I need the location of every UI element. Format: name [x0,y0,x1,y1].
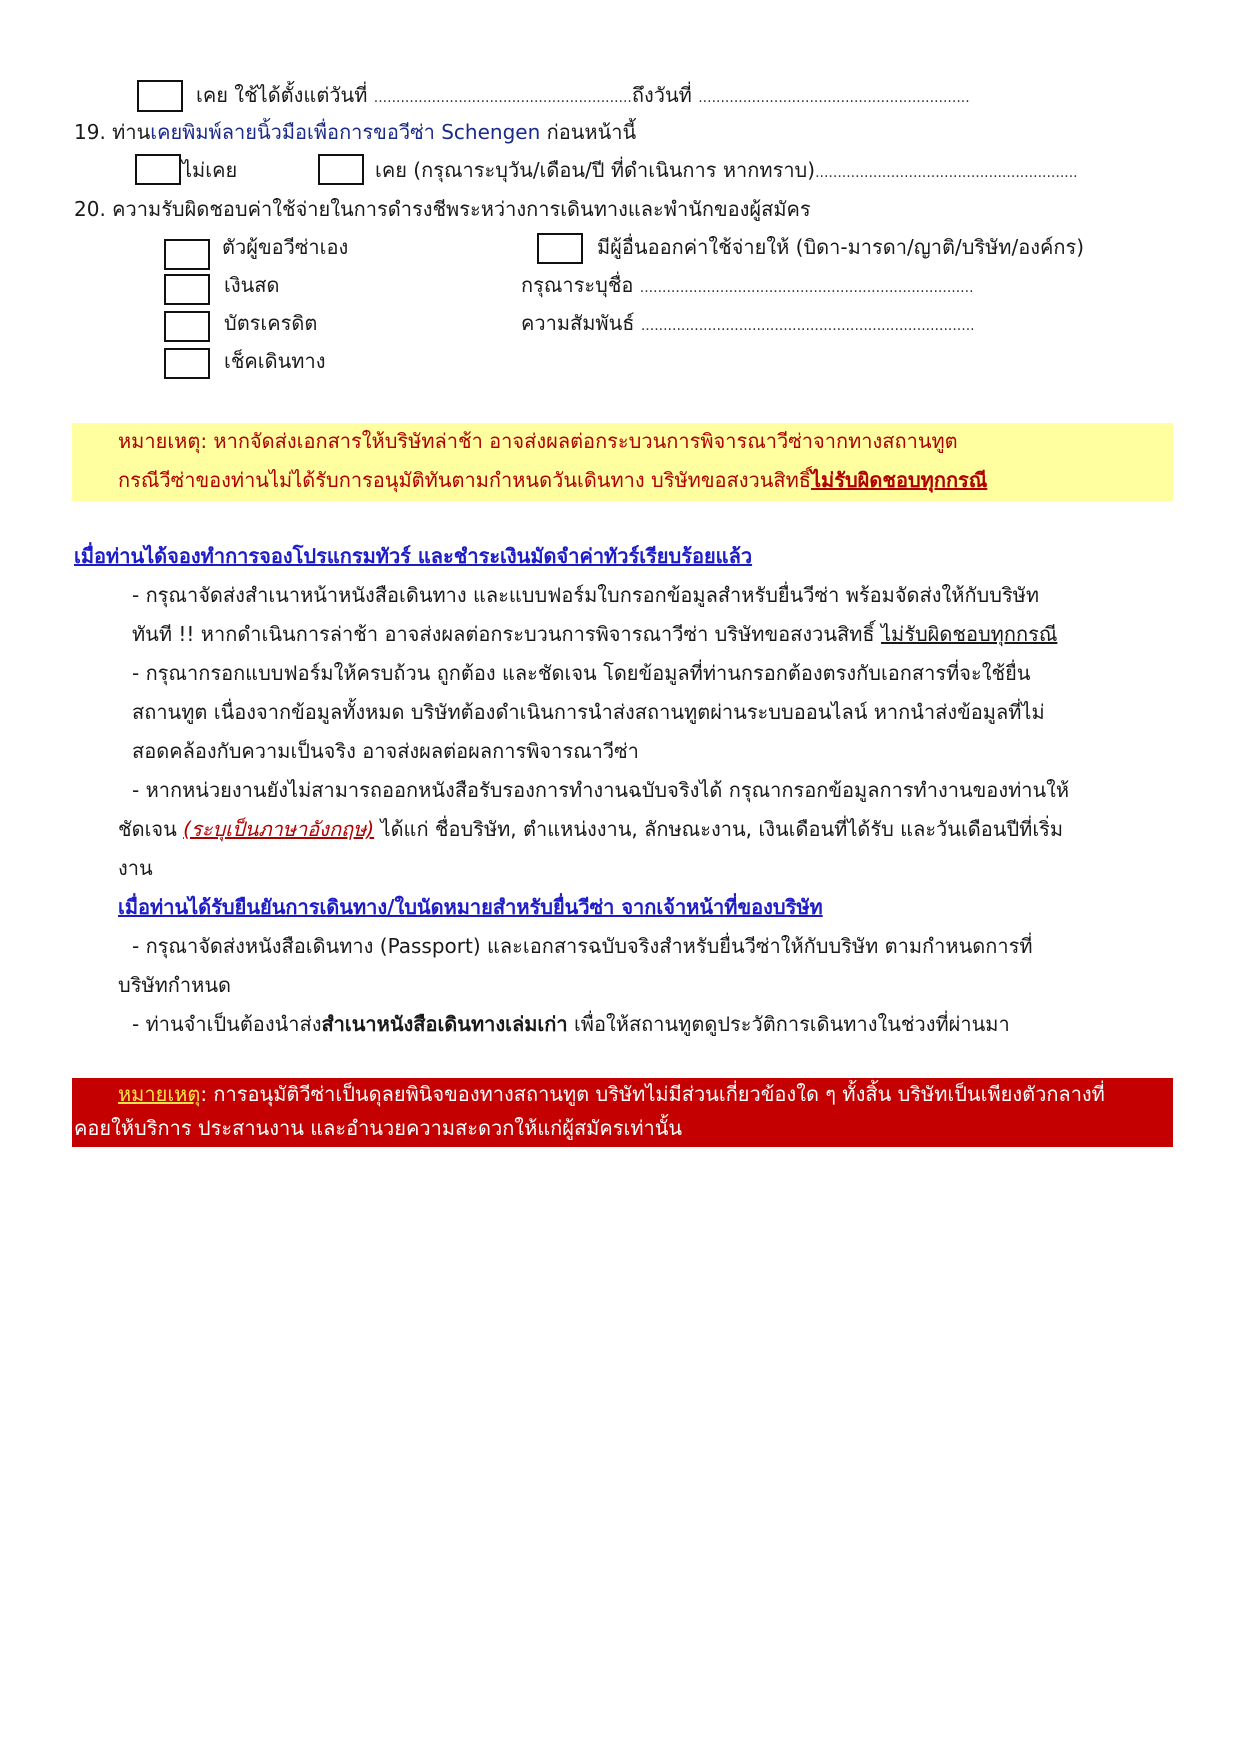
section2-b2 [132,1005,1010,1044]
section1-b3-l2 [118,810,1063,849]
note2-label: หมายเหตุ [118,1082,201,1106]
checkbox-self-pay[interactable] [164,239,210,270]
q20-name-label: กรุณาระบุชื่อ [521,273,634,297]
q20-question: 20. ความรับผิดชอบค่าใช้จ่ายในการดำรงชีพระหว่างการเดินทางและพำนักของผู้สมัคร [74,197,811,221]
section1-b1-l2-underline: ไม่รับผิดชอบทุกกรณี [881,622,1058,646]
q18-from-date-field[interactable]: .......................................................... [373,90,632,106]
checkbox-cash[interactable] [164,274,210,305]
q18-to-label: ถึงวันที่ [631,83,692,107]
q20-relation-label: ความสัมพันธ์ [521,311,635,335]
checkbox-other-pay[interactable] [537,233,583,264]
section1-b2-l1: - กรุณากรอกแบบฟอร์มให้ครบถ้วน ถูกต้อง และชัดเจน โดยข้อมูลที่ท่านกรอกต้องตรงกับเอกสารที่จะใช้ยื่น [132,661,1031,685]
checkbox-travel-cheque[interactable] [164,348,210,379]
q19-question [74,113,636,152]
q20-relation-row [521,304,975,346]
section2-b2-b: เพื่อให้สถานทูตดูประวัติการเดินทางในช่วงที่ผ่านมา [567,1012,1010,1036]
q19-never-label: ไม่เคย [182,158,238,182]
note2-line2: คอยให้บริการ ประสานงาน และอำนวยความสะดวกให้แก่ผู้สมัครเท่านั้น [74,1116,683,1140]
q20-credit-label: บัตรเครดิต [224,311,318,335]
section1-b3-l2-a: ชัดเจน [118,817,184,841]
q19-ever-row [375,151,1078,193]
q18-used-label: เคย ใช้ได้ตั้งแต่วันที่ [196,83,368,107]
note1-line2 [118,461,987,500]
q20-other-label: มีผู้อื่นออกค่าใช้จ่ายให้ (บิดา-มารดา/ญาติ/บริษัท/องค์กร) [597,235,1085,259]
q18-to-date-field[interactable]: ............................................................. [698,90,970,106]
section1-b3-l2-red: (ระบุเป็นภาษาอังกฤษ) [183,817,375,841]
q20-relation-field[interactable]: ........................................................................... [640,318,975,334]
q20-name-field[interactable]: ........................................................................... [639,280,974,296]
checkbox-fingerprint-ever[interactable] [318,154,364,185]
section1-b3-l2-b: ได้แก่ ชื่อบริษัท, ตำแหน่งงาน, ลักษณะงาน, เงินเดือนที่ได้รับ และวันเดือนปีที่เริ่ม [374,817,1064,841]
q20-self-label: ตัวผู้ขอวีซ่าเอง [222,235,349,259]
section2-b2-bold: สำเนาหนังสือเดินทางเล่มเก่า [321,1012,568,1036]
section2-b2-a: - ท่านจำเป็นต้องนำส่ง [132,1012,322,1036]
q20-name-row [521,266,974,308]
checkbox-credit-card[interactable] [164,311,210,342]
q19-ever-label: เคย (กรุณาระบุวัน/เดือน/ปี ที่ดำเนินการ หากทราบ) [375,158,816,182]
section2-b1-l2: บริษัทกำหนด [118,973,231,997]
section1-b1-l1: - กรุณาจัดส่งสำเนาหน้าหนังสือเดินทาง และแบบฟอร์มใบกรอกข้อมูลสำหรับยื่นวีซ่า พร้อมจัดส่งให้กับบริษัท [132,583,1040,607]
section1-b1-l2-text: ทันที !! หากดำเนินการล่าช้า อาจส่งผลต่อกระบวนการพิจารณาวีซ่า บริษัทขอสงวนสิทธิ์ [132,622,881,646]
section1-b2-l2: สถานทูต เนื่องจากข้อมูลทั้งหมด บริษัทต้องดำเนินการนำส่งสถานทูตผ่านระบบออนไลน์ หากนำส่งข้อมูลที่ไม่ [132,700,1045,724]
note1-line2-text: กรณีวีซ่าของท่านไม่ได้รับการอนุมัติทันตามกำหนดวันเดินทาง บริษัทขอสงวนสิทธิ์ [118,468,811,492]
section1-b1-l2 [132,615,1057,654]
section1-heading[interactable]: เมื่อท่านได้จองทำการจองโปรแกรมทัวร์ และชำระเงินมัดจำค่าทัวร์เรียบร้อยแล้ว [74,544,753,568]
q20-cash-label: เงินสด [224,273,280,297]
q19-date-field[interactable]: ........................................................... [815,165,1078,181]
q18-used-row [196,76,970,118]
q19-number: 19. ท่าน [74,120,151,144]
note1-line1: หมายเหตุ: หากจัดส่งเอกสารให้บริษัทล่าช้า อาจส่งผลต่อกระบวนการพิจารณาวีซ่าจากทางสถานทูต [118,429,958,453]
note2-line1-text: : การอนุมัติวีซ่าเป็นดุลยพินิจของทางสถานทูต บริษัทไม่มีส่วนเกี่ยวข้องใด ๆ ทั้งสิ้น บริษัทเป็นเพียงตัวกลางที่ [200,1082,1105,1106]
section1-b3-l1: - หากหน่วยงานยังไม่สามารถออกหนังสือรับรองการทำงานฉบับจริงได้ กรุณากรอกข้อมูลการทำงานของท่านให้ [132,778,1070,802]
section1-b2-l3: สอดคล้องกับความเป็นจริง อาจส่งผลต่อผลการพิจารณาวีซ่า [132,739,639,763]
section2-heading[interactable]: เมื่อท่านได้รับยืนยันการเดินทาง/ใบนัดหมายสำหรับยื่นวีซ่า จากเจ้าหน้าที่ของบริษัท [118,895,823,919]
checkbox-fingerprint-never[interactable] [135,154,181,185]
q20-cheque-label: เช็คเดินทาง [224,349,326,373]
section1-b3-l3: งาน [118,856,153,880]
q19-highlight: เคยพิมพ์ลายนิ้วมือเพื่อการขอวีซ่า Schengen [150,120,541,144]
q19-tail: ก่อนหน้านี้ [540,120,637,144]
section2-b1-l1: - กรุณาจัดส่งหนังสือเดินทาง (Passport) และเอกสารฉบับจริงสำหรับยื่นวีซ่าให้กับบริษัท ตามกำหนดการที่ [132,934,1033,958]
checkbox-used-before[interactable] [137,80,183,112]
note1-line2-emph: ไม่รับผิดชอบทุกกรณี [810,468,988,492]
